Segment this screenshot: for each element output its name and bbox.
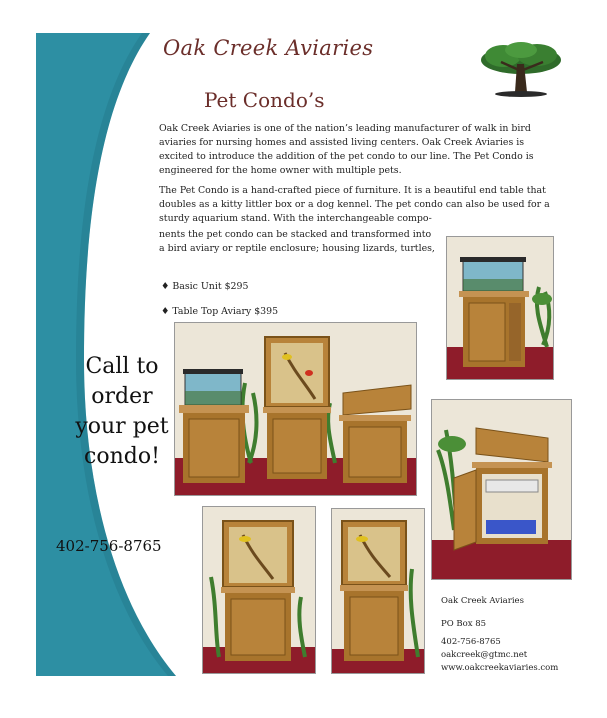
photo-aquarium-condo	[446, 236, 554, 380]
photo-litter-box-condo	[431, 399, 572, 580]
cta-line: order	[91, 384, 153, 409]
photo-aviary-condo-left	[202, 506, 316, 674]
contact-email: oakcreek@gtmc.net	[441, 650, 528, 660]
page-title: Pet Condo’s	[204, 88, 325, 112]
cta-line: Call to	[85, 354, 159, 379]
oak-tree-icon	[479, 40, 563, 98]
cta-line: condo!	[84, 444, 160, 469]
description-continued: nents the pet condo can be stacked and transformed into a bird aviary or reptile enclosure; housing lizards, turtles,	[159, 229, 435, 254]
intro-paragraph: Oak Creek Aviaries is one of the nation’s leading manufacturer of walk in bird aviaries for nursing homes and assisted living centers. Oak Creek Aviaries is excited to introduce the addition of the pet condo to our line. The Pet Condo is engineered for the home owner with multiple pets.	[159, 123, 534, 176]
contact-website: www.oakcreekaviaries.com	[441, 663, 559, 673]
photo-aviary-condo-right	[331, 508, 425, 674]
phone-number: 402-756-8765	[56, 537, 162, 555]
price-basic-unit: ♦ Basic Unit $295	[161, 281, 249, 292]
contact-po-box: PO Box 85	[441, 619, 487, 629]
contact-phone: 402-756-8765	[441, 637, 501, 647]
call-to-order	[52, 352, 192, 472]
brand-name: Oak Creek Aviaries	[163, 36, 374, 60]
description-paragraph: The Pet Condo is a hand-crafted piece of furniture. It is a beautiful end table that doubles as a kitty littler box or a dog kennel. The pet condo can also be used for a sturdy aquarium stand. With the interchangeable compo-	[159, 185, 550, 224]
contact-company: Oak Creek Aviaries	[441, 596, 524, 606]
price-table-top-aviary: ♦ Table Top Aviary $395	[161, 306, 279, 317]
cta-line: your pet	[75, 414, 169, 439]
photo-condo-collection	[174, 322, 417, 496]
